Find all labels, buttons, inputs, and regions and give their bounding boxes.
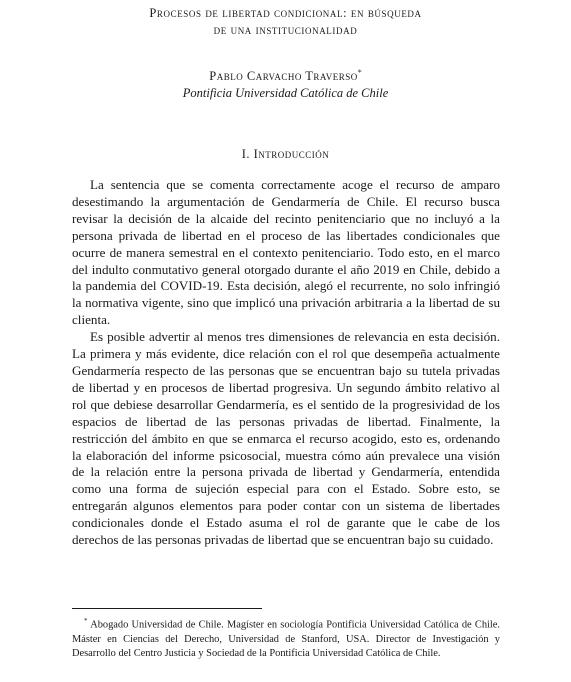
title-line-1: Procesos de libertad condicional: en búsqueda [149, 6, 422, 20]
author-block [60, 64, 511, 102]
paragraph: La sentencia que se comenta correctamente acoge el recurso de amparo desestimando la argumentación de Gendarmería de Chile. El recurso busca revisar la decisión de la alcaide del recinto penitenciario que no incluyó a la persona privada de libertad en el proceso de las libertades condicionales que ocurre de manera semestral en el contexto penitenciario. Todo esto, en el marco del indulto conmutativo general otorgado durante el año 2019 en Chile, debido a la pandemia del COVID-19. Esta decisión, alegó el recurrente, no solo infringió la normativa vigente, sino que implicó una privación arbitraria a la libertad de su clienta. [72, 177, 500, 328]
title-line-2: de una institucionalidad [213, 23, 358, 37]
footnote-text: Abogado Universidad de Chile. Magíster en sociología Pontificia Universidad Católica de Chile. Máster en Ciencias del Derecho, Universidad de Stanford, USA. Director de Investigación y Desarrollo del Centro Justicia y Sociedad de la Pontificia Universidad Católica de Chile. [72, 619, 500, 660]
body-text [72, 177, 500, 549]
section-heading: I. Introducción [241, 147, 330, 161]
footnote [72, 614, 500, 662]
footnote-rule [72, 608, 262, 609]
footnote-marker: * [84, 617, 88, 625]
author-footnote-marker: * [357, 68, 362, 77]
author-name: Pablo Carvacho Traverso [209, 69, 358, 84]
paragraph: Es posible advertir al menos tres dimensiones de relevancia en esta decisión. La primera y más evidente, dice relación con el rol que desempeña actualmente Gendarmería respecto de las personas que se encuentran bajo su tutela privadas de libertad y en procesos de libertad progresiva. Un segundo ámbito relativo al rol que debiese desarrollar Gendarmería, es el sentido de la progresividad de los espacios de libertad de las personas privadas de libertad. Finalmente, la restricción del ámbito en que se enmarca el recurso acogido, esto es, ordenando la elaboración del informe psicosocial, muestra cómo aún prevalece una visión de la relación entre la persona privada de libertad y Gendarmería, entendida como una forma de sujeción especial para con el Estado. Sobre esto, se entregarán algunos elementos para poder contar con un sistema de libertades condicionales donde el Estado asuma el rol de garante que le cabe de los derechos de las personas privadas de libertad que se encuentran bajo su cuidado. [72, 329, 500, 548]
author-affiliation: Pontificia Universidad Católica de Chile [182, 86, 389, 101]
paper-title [60, 5, 511, 39]
